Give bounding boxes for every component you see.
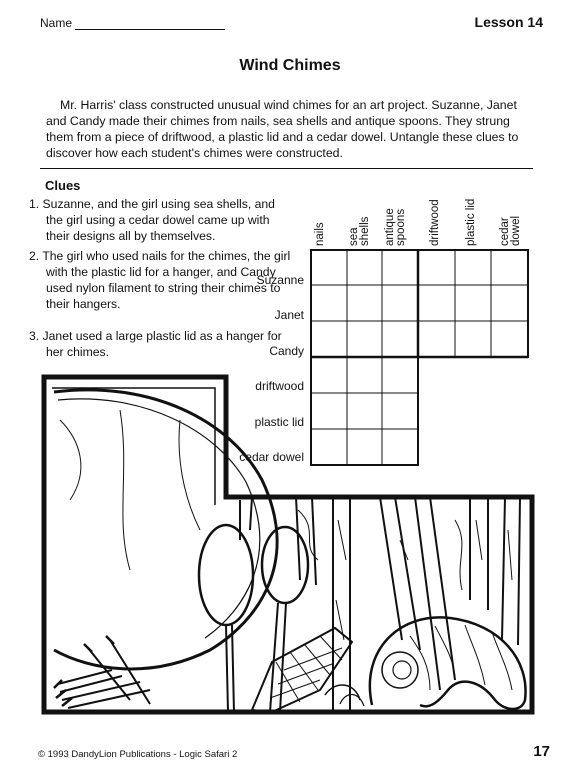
clue-2: 2. The girl who used nails for the chimes, the girl with the plastic lid for a hanger, and Candy used nylon filament to string their chimes to their hangers.	[29, 249, 291, 311]
clue-1: 1. Suzanne, and the girl using sea shells, and the girl using a cedar dowel came up with their designs all by themselves.	[29, 197, 275, 243]
clue-3: 3. Janet used a large plastic lid as a hanger for her chimes.	[29, 329, 282, 359]
column-header-plastic-lid: plastic lid	[465, 198, 477, 246]
footer-copyright: © 1993 DandyLion Publications - Logic Safari 2	[38, 749, 238, 760]
page-number: 17	[533, 743, 550, 760]
column-header-driftwood: driftwood	[429, 199, 441, 246]
row-label-janet: Janet	[274, 308, 304, 322]
name-label: Name	[40, 16, 73, 30]
column-header-nails: nails	[314, 222, 326, 246]
column-header-sea-shells: sea shells	[348, 216, 371, 246]
row-label-driftwood: driftwood	[255, 379, 304, 393]
row-label-suzanne: Suzanne	[256, 273, 304, 287]
row-label-cedar-dowel: cedar dowel	[239, 450, 304, 464]
column-header-cedar-dowel: cedar dowel	[499, 215, 522, 246]
column-header-antique-spoons: antique spoons	[384, 208, 407, 246]
row-label-candy: Candy	[269, 344, 304, 358]
lesson-label: Lesson 14	[474, 14, 543, 30]
intro-paragraph: Mr. Harris' class constructed unusual wind chimes for an art project. Suzanne, Janet and Candy made their chimes from nails, sea shells and antique spoons. They strung them from a piece of driftwood, a plastic lid and a cedar dowel. Untangle these clues to discover how each student's chimes were constructed.	[46, 98, 519, 160]
page-title: Wind Chimes	[239, 57, 341, 74]
clues-heading: Clues	[45, 178, 81, 193]
row-label-plastic-lid: plastic lid	[254, 415, 304, 429]
